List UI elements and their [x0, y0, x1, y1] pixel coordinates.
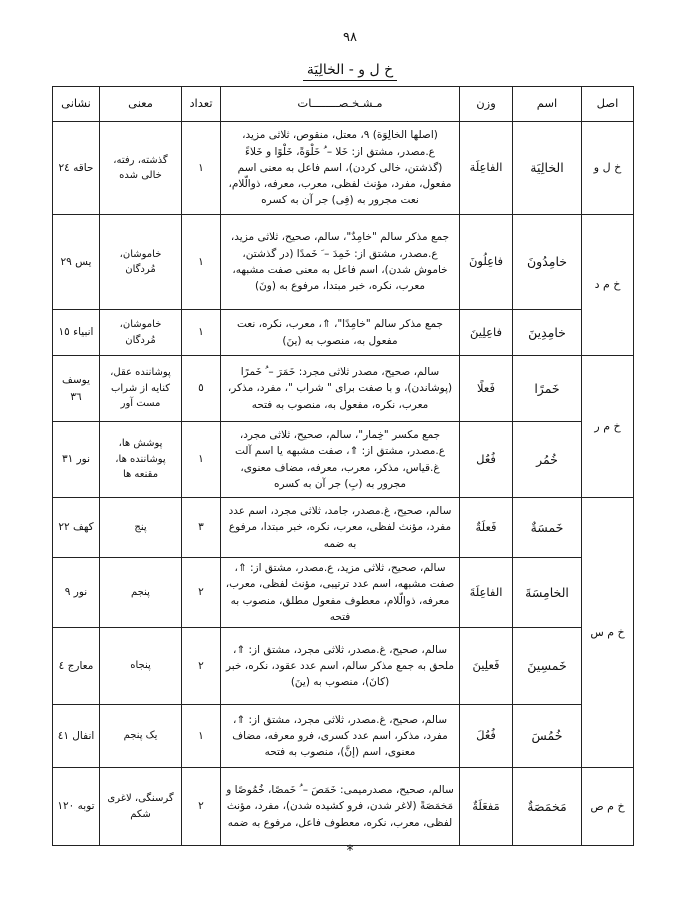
footer-mark: * — [346, 843, 354, 859]
table-row — [53, 768, 634, 846]
table-row — [53, 215, 634, 310]
table-row — [53, 558, 634, 628]
count-cell: ١ — [182, 215, 221, 310]
word-cell: مَخمَصَةٌ — [513, 768, 582, 846]
table-row — [53, 356, 634, 422]
description-cell: جمع مذکر سالم "خامِدٌ"، سالم، صحیح، ثلاثی مزید، ع.مصدر، مشتق از: خَمِدَ – َ خَمدًا (در گذشتن، خاموش شدن)، اسم فاعل به معنی صفت مشبهه، معرب، نکره، خبر مبتدا، مرفوع به (ونَ) — [221, 215, 460, 310]
table-row — [53, 628, 634, 705]
word-cell: خَمسِینَ — [513, 628, 582, 705]
root-cell: خ ل و — [582, 122, 634, 215]
count-cell: ٣ — [182, 498, 221, 558]
root-cell: خ م ر — [582, 356, 634, 498]
pattern-cell: فَعلَةٌ — [460, 498, 513, 558]
count-cell: ٢ — [182, 768, 221, 846]
description-cell: (اصلها الخالِوَة) ٩، معتل، منقوص، ثلاثی مزید، ع.مصدر، مشتق از: خَلا – ُ خَلْوَةً، خَلْوًا و خَلاءً (گذشتن، خالی کردن)، اسم فاعل به معنی اسم مفعول، مفرد، مؤنث لفظی، معرب، معرفه، ذوالّلام، نعت مجرور به (فِی) جر آن به کسره — [221, 122, 460, 215]
meaning-cell: یک پنجم — [100, 705, 182, 768]
reference-cell: انبیاء ١٥ — [53, 310, 100, 356]
word-cell: الخامِسَةَ — [513, 558, 582, 628]
header-word: اسم — [513, 87, 582, 122]
count-cell: ١ — [182, 705, 221, 768]
page-heading — [0, 62, 700, 78]
description-cell: جمع مکسر "خِمار"، سالم، صحیح، ثلاثی مجرد، ع.مصدر، مشتق از: ⇑، صفت مشبهه یا اسم آلت غ.قیاس، مذکر، معرب، معرفه، مضاف معنوی، مجرور به (بِ) جر آن به کسره — [221, 422, 460, 498]
count-cell: ٢ — [182, 628, 221, 705]
table-row — [53, 310, 634, 356]
meaning-cell: پنجم — [100, 558, 182, 628]
reference-cell: یوسف ٣٦ — [53, 356, 100, 422]
meaning-cell: گذشته، رفته، خالی شده — [100, 122, 182, 215]
word-cell: خامِدُونَ — [513, 215, 582, 310]
header-pattern: وزن — [460, 87, 513, 122]
word-cell: الخالِيَة — [513, 122, 582, 215]
pattern-cell: فَعلِینَ — [460, 628, 513, 705]
description-cell: سالم، صحیح، غ.مصدر، جامد، ثلاثی مجرد، اسم عدد مفرد، مؤنث لفظی، معرب، نکره، خبر مبتدا، مرفوع به ضمه — [221, 498, 460, 558]
reference-cell: یس ٢٩ — [53, 215, 100, 310]
reference-cell: انفال ٤١ — [53, 705, 100, 768]
word-cell: خَمسَةٌ — [513, 498, 582, 558]
description-cell: سالم، صحیح، ثلاثی مزید، ع.مصدر، مشتق از: ⇑، صفت مشبهه، اسم عدد ترتیبی، مؤنث لفظی، معرب، معرفه، ذوالّلام، معطوف مفعول مطلق، منصوب به فتحه — [221, 558, 460, 628]
reference-cell: حاقه ٢٤ — [53, 122, 100, 215]
root-cell: خ م س — [582, 498, 634, 768]
root-cell: خ م د — [582, 215, 634, 356]
pattern-cell: فاعِلُونَ — [460, 215, 513, 310]
header-reference: نشانی — [53, 87, 100, 122]
reference-cell: نور ٣١ — [53, 422, 100, 498]
pattern-cell: مَفعَلَةٌ — [460, 768, 513, 846]
pattern-cell: فَعلًا — [460, 356, 513, 422]
meaning-cell: پوشاننده عقل، کنایه از شراب مست آور — [100, 356, 182, 422]
reference-cell: معارج ٤ — [53, 628, 100, 705]
heading-text: خ ل و - الخالِيَة — [303, 62, 397, 81]
description-cell: سالم، صحیح، مصدر ثلاثی مجرد: خَمَرَ – ُ خَمرًا (پوشاندن)، و با صفت برای " شراب "، مفرد، مذکر، معرب، نکره، مفعول به، منصوب به فتحه — [221, 356, 460, 422]
pattern-cell: فاعِلِینَ — [460, 310, 513, 356]
header-meaning: معنی — [100, 87, 182, 122]
word-cell: خَمرًا — [513, 356, 582, 422]
root-cell: خ م ص — [582, 768, 634, 846]
pattern-cell: الفاعِلَة — [460, 122, 513, 215]
count-cell: ١ — [182, 122, 221, 215]
word-cell: خامِدِینَ — [513, 310, 582, 356]
meaning-cell: گرسنگی، لاغری شکم — [100, 768, 182, 846]
meaning-cell: پوشش ها، پوشاننده ها، مقنعه ها — [100, 422, 182, 498]
header-root: اصل — [582, 87, 634, 122]
table-header-row — [53, 87, 634, 122]
table-row — [53, 705, 634, 768]
reference-cell: نور ٩ — [53, 558, 100, 628]
meaning-cell: پنج — [100, 498, 182, 558]
meaning-cell: خاموشان، مُردگان — [100, 310, 182, 356]
count-cell: ٥ — [182, 356, 221, 422]
meaning-cell: خاموشان، مُردگان — [100, 215, 182, 310]
reference-cell: توبه ١٢٠ — [53, 768, 100, 846]
word-cell: خُمُسَ — [513, 705, 582, 768]
description-cell: سالم، صحیح، مصدرمیمی: خَمَصَ – ُ خَمصًا، خُمُوصًا و مَخمَصَةً (لاغر شدن، فرو کشیده شدن)، مفرد، مؤنث لفظی، معرب، نکره، معطوف فاعل، مرفوع به ضمه — [221, 768, 460, 846]
pattern-cell: الفاعِلَةَ — [460, 558, 513, 628]
pattern-cell: فُعُلَ — [460, 705, 513, 768]
table-row — [53, 122, 634, 215]
lexicon-table — [52, 86, 634, 846]
count-cell: ١ — [182, 422, 221, 498]
description-cell: جمع مذکر سالم "خامِدًا"، ⇑، معرب، نکره، نعت مفعول به، منصوب به (ینَ) — [221, 310, 460, 356]
reference-cell: کهف ٢٢ — [53, 498, 100, 558]
table-row — [53, 422, 634, 498]
table-row — [53, 498, 634, 558]
page-number: ٩٨ — [343, 30, 357, 45]
count-cell: ١ — [182, 310, 221, 356]
description-cell: سالم، صحیح، غ.مصدر، ثلاثی مجرد، مشتق از: ⇑، مفرد، مذکر، اسم عدد کسری، فرو معرفه، مضاف معنوی، اسم (إنَّ)، منصوب به فتحه — [221, 705, 460, 768]
header-count: تعداد — [182, 87, 221, 122]
pattern-cell: فُعُل — [460, 422, 513, 498]
description-cell: سالم، صحیح، غ.مصدر، ثلاثی مجرد، مشتق از: ⇑، ملحق به جمع مذکر سالم، اسم عدد عقود، نکره، خبر (کانَ)، منصوب به (ینَ) — [221, 628, 460, 705]
meaning-cell: پنجاه — [100, 628, 182, 705]
count-cell: ٢ — [182, 558, 221, 628]
header-description: مـشـخـصــــــــات — [221, 87, 460, 122]
word-cell: خُمُر — [513, 422, 582, 498]
